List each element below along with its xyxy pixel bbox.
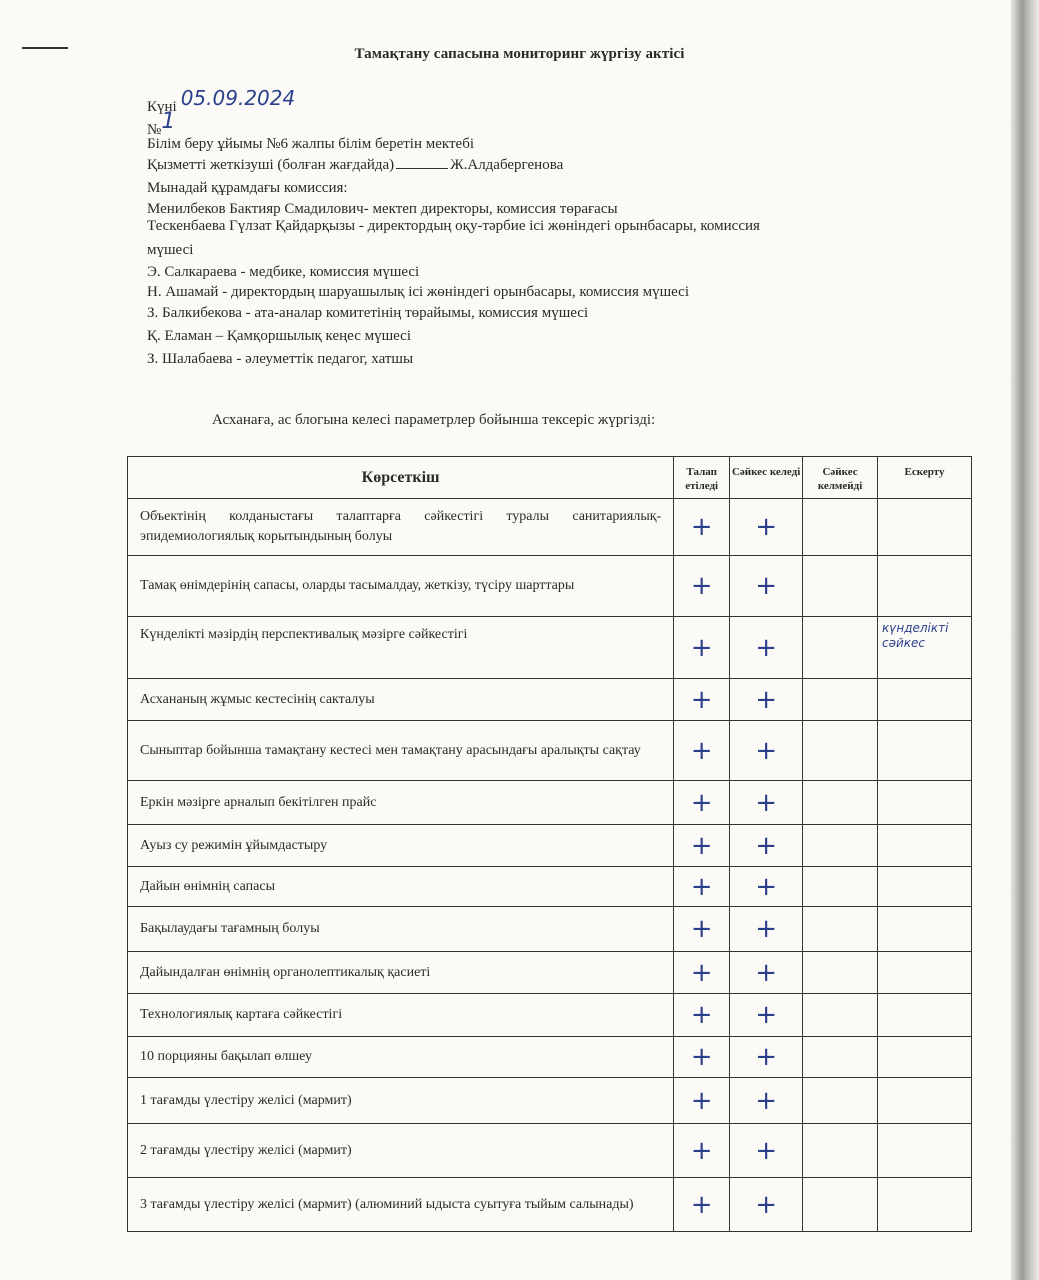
required-mark: + (674, 679, 730, 721)
supplier-blank (396, 168, 448, 169)
required-mark: + (674, 907, 730, 952)
header-required: Талап етіледі (674, 457, 730, 499)
not-complies-cell (803, 1078, 878, 1124)
member-line: З. Шалабаева - әлеуметтік педагог, хатшы (147, 351, 414, 367)
required-mark: + (674, 617, 730, 679)
table-header-row (128, 457, 972, 499)
indicator-cell: Сыныптар бойынша тамақтану кестесі мен тамақтану арасындағы аралықты сақтау (128, 721, 674, 781)
not-complies-cell (803, 781, 878, 825)
not-complies-cell (803, 907, 878, 952)
note-cell (878, 825, 972, 867)
table-row (128, 617, 972, 679)
not-complies-cell (803, 1124, 878, 1178)
indicator-cell: 3 тағамды үлестіру желісі (мармит) (алюминий ыдыста суытуға тыйым салынады) (128, 1178, 674, 1232)
complies-mark: + (730, 994, 803, 1037)
table-row (128, 721, 972, 781)
indicator-cell: Асхананың жұмыс кестесінің сакталуы (128, 679, 674, 721)
inspection-intro: Асханаға, ас блогына келесі параметрлер бойынша тексеріс жүргізді: (212, 412, 656, 428)
not-complies-cell (803, 679, 878, 721)
indicator-cell: 2 тағамды үлестіру желісі (мармит) (128, 1124, 674, 1178)
table-row (128, 1178, 972, 1232)
number-value: 1 (161, 109, 176, 134)
complies-mark: + (730, 721, 803, 781)
required-mark: + (674, 1078, 730, 1124)
member-line: Э. Салкараева - медбике, комиссия мүшесі (147, 264, 420, 280)
required-mark: + (674, 825, 730, 867)
header-indicator: Көрсеткіш (128, 457, 674, 499)
document-title: Тамақтану сапасына мониторинг жүргізу актісі (354, 46, 685, 62)
table-row (128, 499, 972, 556)
not-complies-cell (803, 825, 878, 867)
complies-mark: + (730, 679, 803, 721)
required-mark: + (674, 499, 730, 556)
complies-mark: + (730, 907, 803, 952)
complies-mark: + (730, 617, 803, 679)
table-row (128, 679, 972, 721)
header-note: Ескерту (878, 457, 972, 499)
table-row (128, 907, 972, 952)
table-row (128, 994, 972, 1037)
indicator-cell: Объектінің колданыстағы талаптарға сәйкестігі туралы санитариялық-эпидемиологиялық корытындының болуы (128, 499, 674, 556)
note-cell (878, 907, 972, 952)
member-line: Н. Ашамай - директордың шаруашылық ісі жөніндегі орынбасары, комиссия мүшесі (147, 284, 690, 300)
complies-mark: + (730, 1037, 803, 1078)
note-cell (878, 1124, 972, 1178)
not-complies-cell (803, 867, 878, 907)
note-cell (878, 952, 972, 994)
required-mark: + (674, 781, 730, 825)
required-mark: + (674, 952, 730, 994)
complies-mark: + (730, 952, 803, 994)
required-mark: + (674, 994, 730, 1037)
note-cell (878, 781, 972, 825)
supplier-value: Ж.Алдабергенова (450, 157, 564, 173)
required-mark: + (674, 1037, 730, 1078)
not-complies-cell (803, 994, 878, 1037)
note-cell: күнделікті сәйкес (878, 617, 972, 679)
note-cell (878, 1078, 972, 1124)
note-cell (878, 721, 972, 781)
required-mark: + (674, 721, 730, 781)
indicator-cell: Дайын өнімнің сапасы (128, 867, 674, 907)
table-row (128, 781, 972, 825)
supplier-line (147, 157, 563, 174)
not-complies-cell (803, 952, 878, 994)
indicator-cell: Еркін мәзірге арналып бекітілген прайс (128, 781, 674, 825)
not-complies-cell (803, 1037, 878, 1078)
table-row (128, 1124, 972, 1178)
indicator-cell: Күнделікті мәзірдің перспективалық мәзірге сәйкестігі (128, 617, 674, 679)
indicator-cell: Технологиялық картаға сәйкестігі (128, 994, 674, 1037)
not-complies-cell (803, 617, 878, 679)
indicator-cell: 1 тағамды үлестіру желісі (мармит) (128, 1078, 674, 1124)
required-mark: + (674, 556, 730, 617)
complies-mark: + (730, 825, 803, 867)
indicator-cell: Ауыз су режимін ұйымдастыру (128, 825, 674, 867)
inspection-table (127, 456, 972, 1232)
header-not-complies: Сәйкес келмейді (803, 457, 878, 499)
not-complies-cell (803, 556, 878, 617)
indicator-cell: 10 порцияны бақылап өлшеу (128, 1037, 674, 1078)
table-row (128, 825, 972, 867)
member-line: мүшесі (147, 242, 194, 258)
not-complies-cell (803, 721, 878, 781)
note-cell (878, 1037, 972, 1078)
indicator-cell: Дайындалған өнімнің органолептикалық қасиеті (128, 952, 674, 994)
note-cell (878, 679, 972, 721)
required-mark: + (674, 1124, 730, 1178)
table-row (128, 867, 972, 907)
complies-mark: + (730, 1178, 803, 1232)
note-cell (878, 1178, 972, 1232)
note-cell (878, 499, 972, 556)
complies-mark: + (730, 499, 803, 556)
required-mark: + (674, 1178, 730, 1232)
header-complies: Сәйкес келеді (730, 457, 803, 499)
scan-edge (1011, 0, 1039, 1280)
indicator-cell: Тамақ өнімдерінің сапасы, оларды тасымалдау, жеткізу, түсіру шарттары (128, 556, 674, 617)
required-mark: + (674, 867, 730, 907)
table-row (128, 1078, 972, 1124)
complies-mark: + (730, 1124, 803, 1178)
complies-mark: + (730, 781, 803, 825)
school-line: Білім беру ұйымы №6 жалпы білім беретін мектебі (147, 136, 474, 152)
not-complies-cell (803, 499, 878, 556)
number-label: № (147, 122, 162, 138)
indicator-cell: Бақылаудағы тағамның болуы (128, 907, 674, 952)
note-cell (878, 556, 972, 617)
table-row (128, 1037, 972, 1078)
member-line: Қ. Еламан – Қамқоршылық кеңес мүшесі (147, 328, 411, 344)
note-cell (878, 994, 972, 1037)
table-row (128, 952, 972, 994)
complies-mark: + (730, 556, 803, 617)
member-line: Менилбеков Бактияр Смадилович- мектеп директоры, комиссия төрағасы (147, 201, 618, 217)
commission-intro: Мынадай құрамдағы комиссия: (147, 180, 348, 196)
member-line: Тескенбаева Гүлзат Қайдарқызы - директордың оқу-тәрбие ісі жөніндегі орынбасары, комиссия (147, 218, 760, 234)
note-cell (878, 867, 972, 907)
complies-mark: + (730, 867, 803, 907)
complies-mark: + (730, 1078, 803, 1124)
supplier-label: Қызметті жеткізуші (болған жағдайда) (147, 157, 395, 173)
table-row (128, 556, 972, 617)
not-complies-cell (803, 1178, 878, 1232)
member-line: З. Балкибекова - ата-аналар комитетінің төрайымы, комиссия мүшесі (147, 305, 589, 321)
date-label: Күні (147, 99, 177, 115)
date-value: 05.09.2024 (180, 86, 296, 110)
